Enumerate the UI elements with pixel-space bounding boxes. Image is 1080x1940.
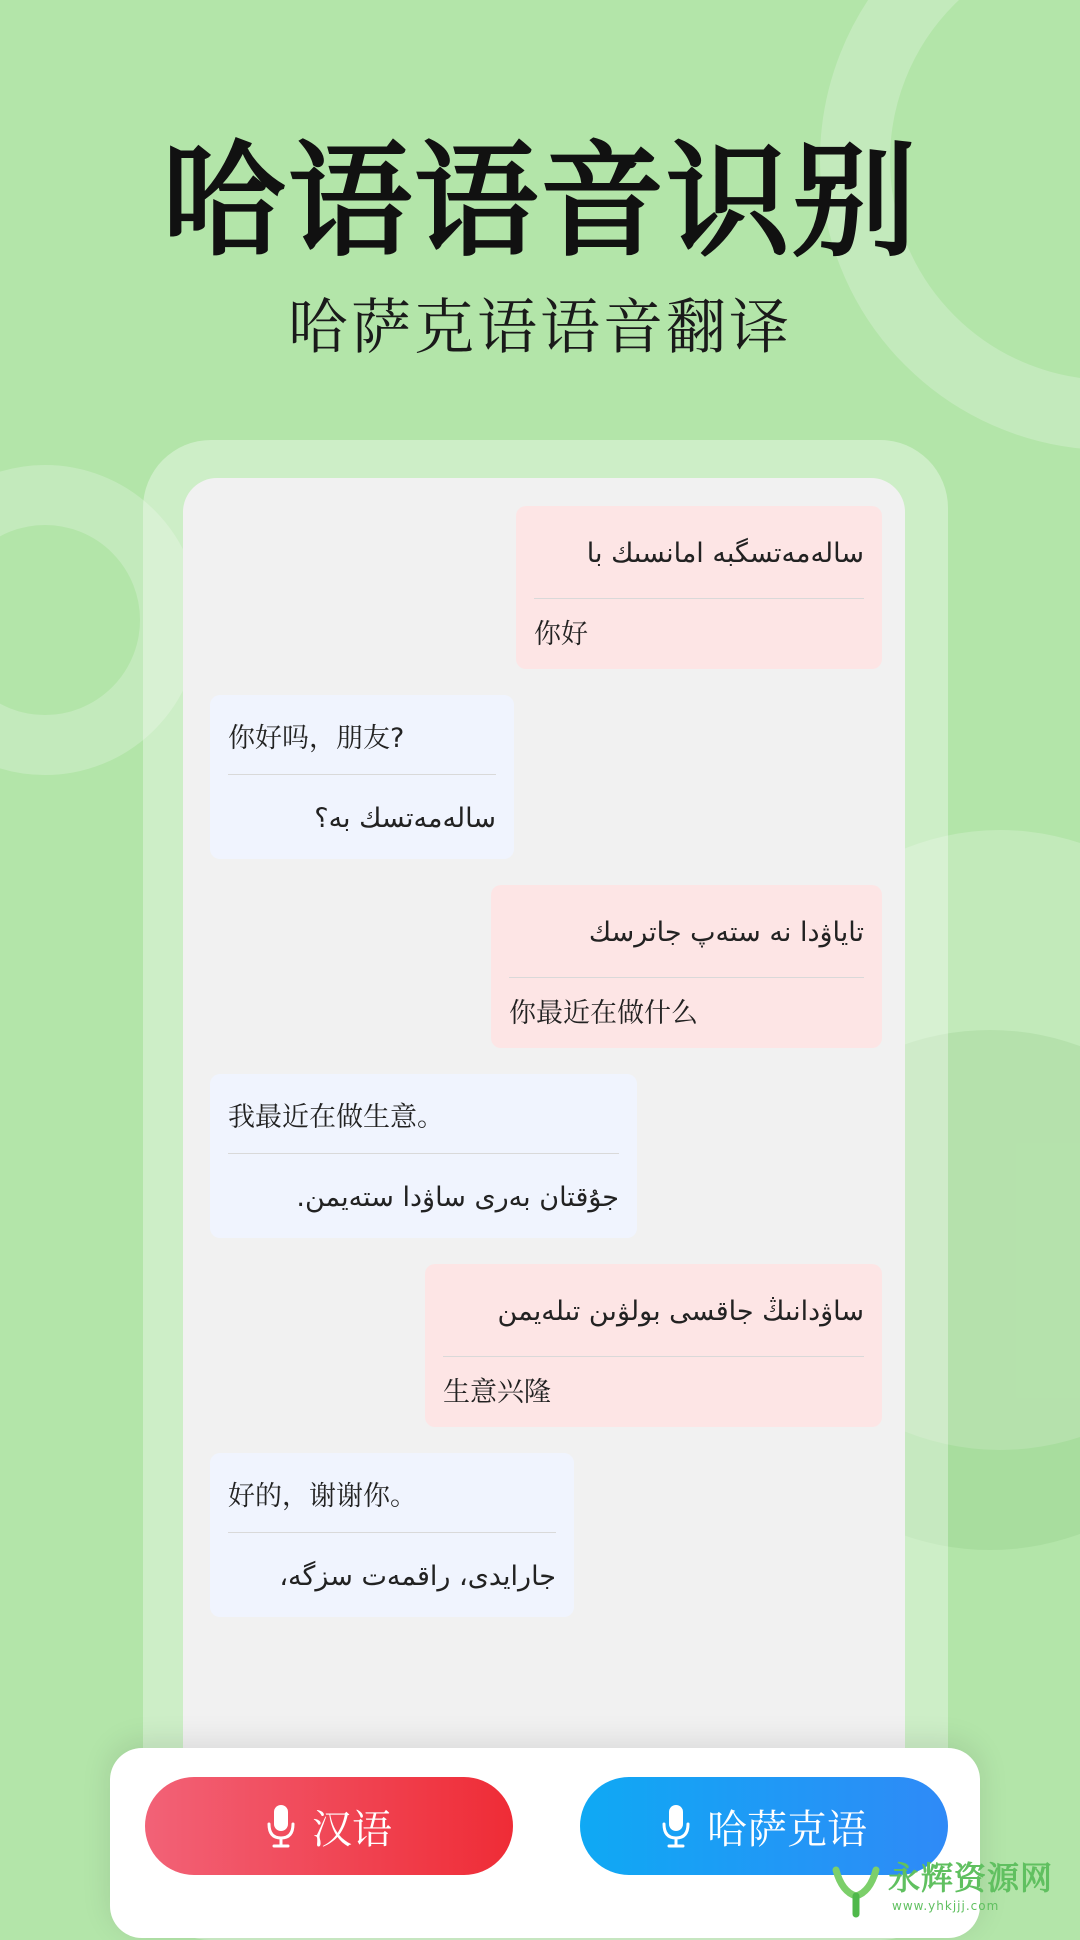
bubble-source-text: 我最近在做生意。	[228, 1102, 444, 1133]
bubble-divider	[228, 774, 496, 775]
watermark	[828, 1859, 1058, 1914]
bubble-divider	[509, 977, 864, 978]
chinese-button-label: 汉语	[312, 1806, 392, 1853]
chat-bubble-left	[210, 695, 514, 859]
watermark-logo-icon	[828, 1862, 884, 1918]
chat-bubble-left	[210, 1074, 637, 1238]
bubble-translation-text: 你最近在做什么	[509, 998, 698, 1029]
microphone-icon	[266, 1803, 296, 1849]
bubble-divider	[443, 1356, 864, 1357]
bubble-translation-text: 生意兴隆	[443, 1377, 551, 1408]
page-subtitle: 哈萨克语语音翻译	[288, 293, 792, 363]
kazakh-button-label: 哈萨克语	[707, 1806, 867, 1853]
bubble-source-text: 好的，谢谢你。	[228, 1481, 417, 1512]
microphone-icon	[661, 1803, 691, 1849]
bubble-translation-text: 你好	[534, 619, 588, 650]
bubble-source-text: ساۋدانىڭ جاقسى بولۋىن تىلەيمن	[497, 1296, 864, 1327]
chat-bubble-right	[425, 1264, 882, 1427]
bubble-source-text: 你好吗，朋友?	[228, 723, 405, 754]
bubble-translation-text: سالەمەتسك بە؟	[314, 803, 496, 834]
bubble-divider	[228, 1532, 556, 1533]
chinese-voice-button[interactable]	[145, 1777, 513, 1875]
bubble-translation-text: جارايدى، راقمەت سزگە،	[279, 1561, 556, 1592]
bubble-source-text: تاياۋدا نە ستەپ جاترسك	[588, 917, 864, 948]
watermark-text: 永辉资源网	[888, 1859, 1054, 1897]
bubble-translation-text: جۇقتان بەرى ساۋدا ستەيمن.	[296, 1182, 619, 1213]
chat-area	[183, 478, 905, 1938]
page-title: 哈语语音识别	[161, 130, 918, 274]
bubble-divider	[534, 598, 864, 599]
bubble-divider	[228, 1153, 619, 1154]
chat-bubble-right	[516, 506, 882, 669]
chat-bubble-right	[491, 885, 882, 1048]
watermark-url: www.yhkjjj.com	[892, 1899, 1000, 1913]
chat-bubble-left	[210, 1453, 574, 1617]
bubble-source-text: سالەمەتسگبە امانسىك با	[586, 538, 864, 569]
